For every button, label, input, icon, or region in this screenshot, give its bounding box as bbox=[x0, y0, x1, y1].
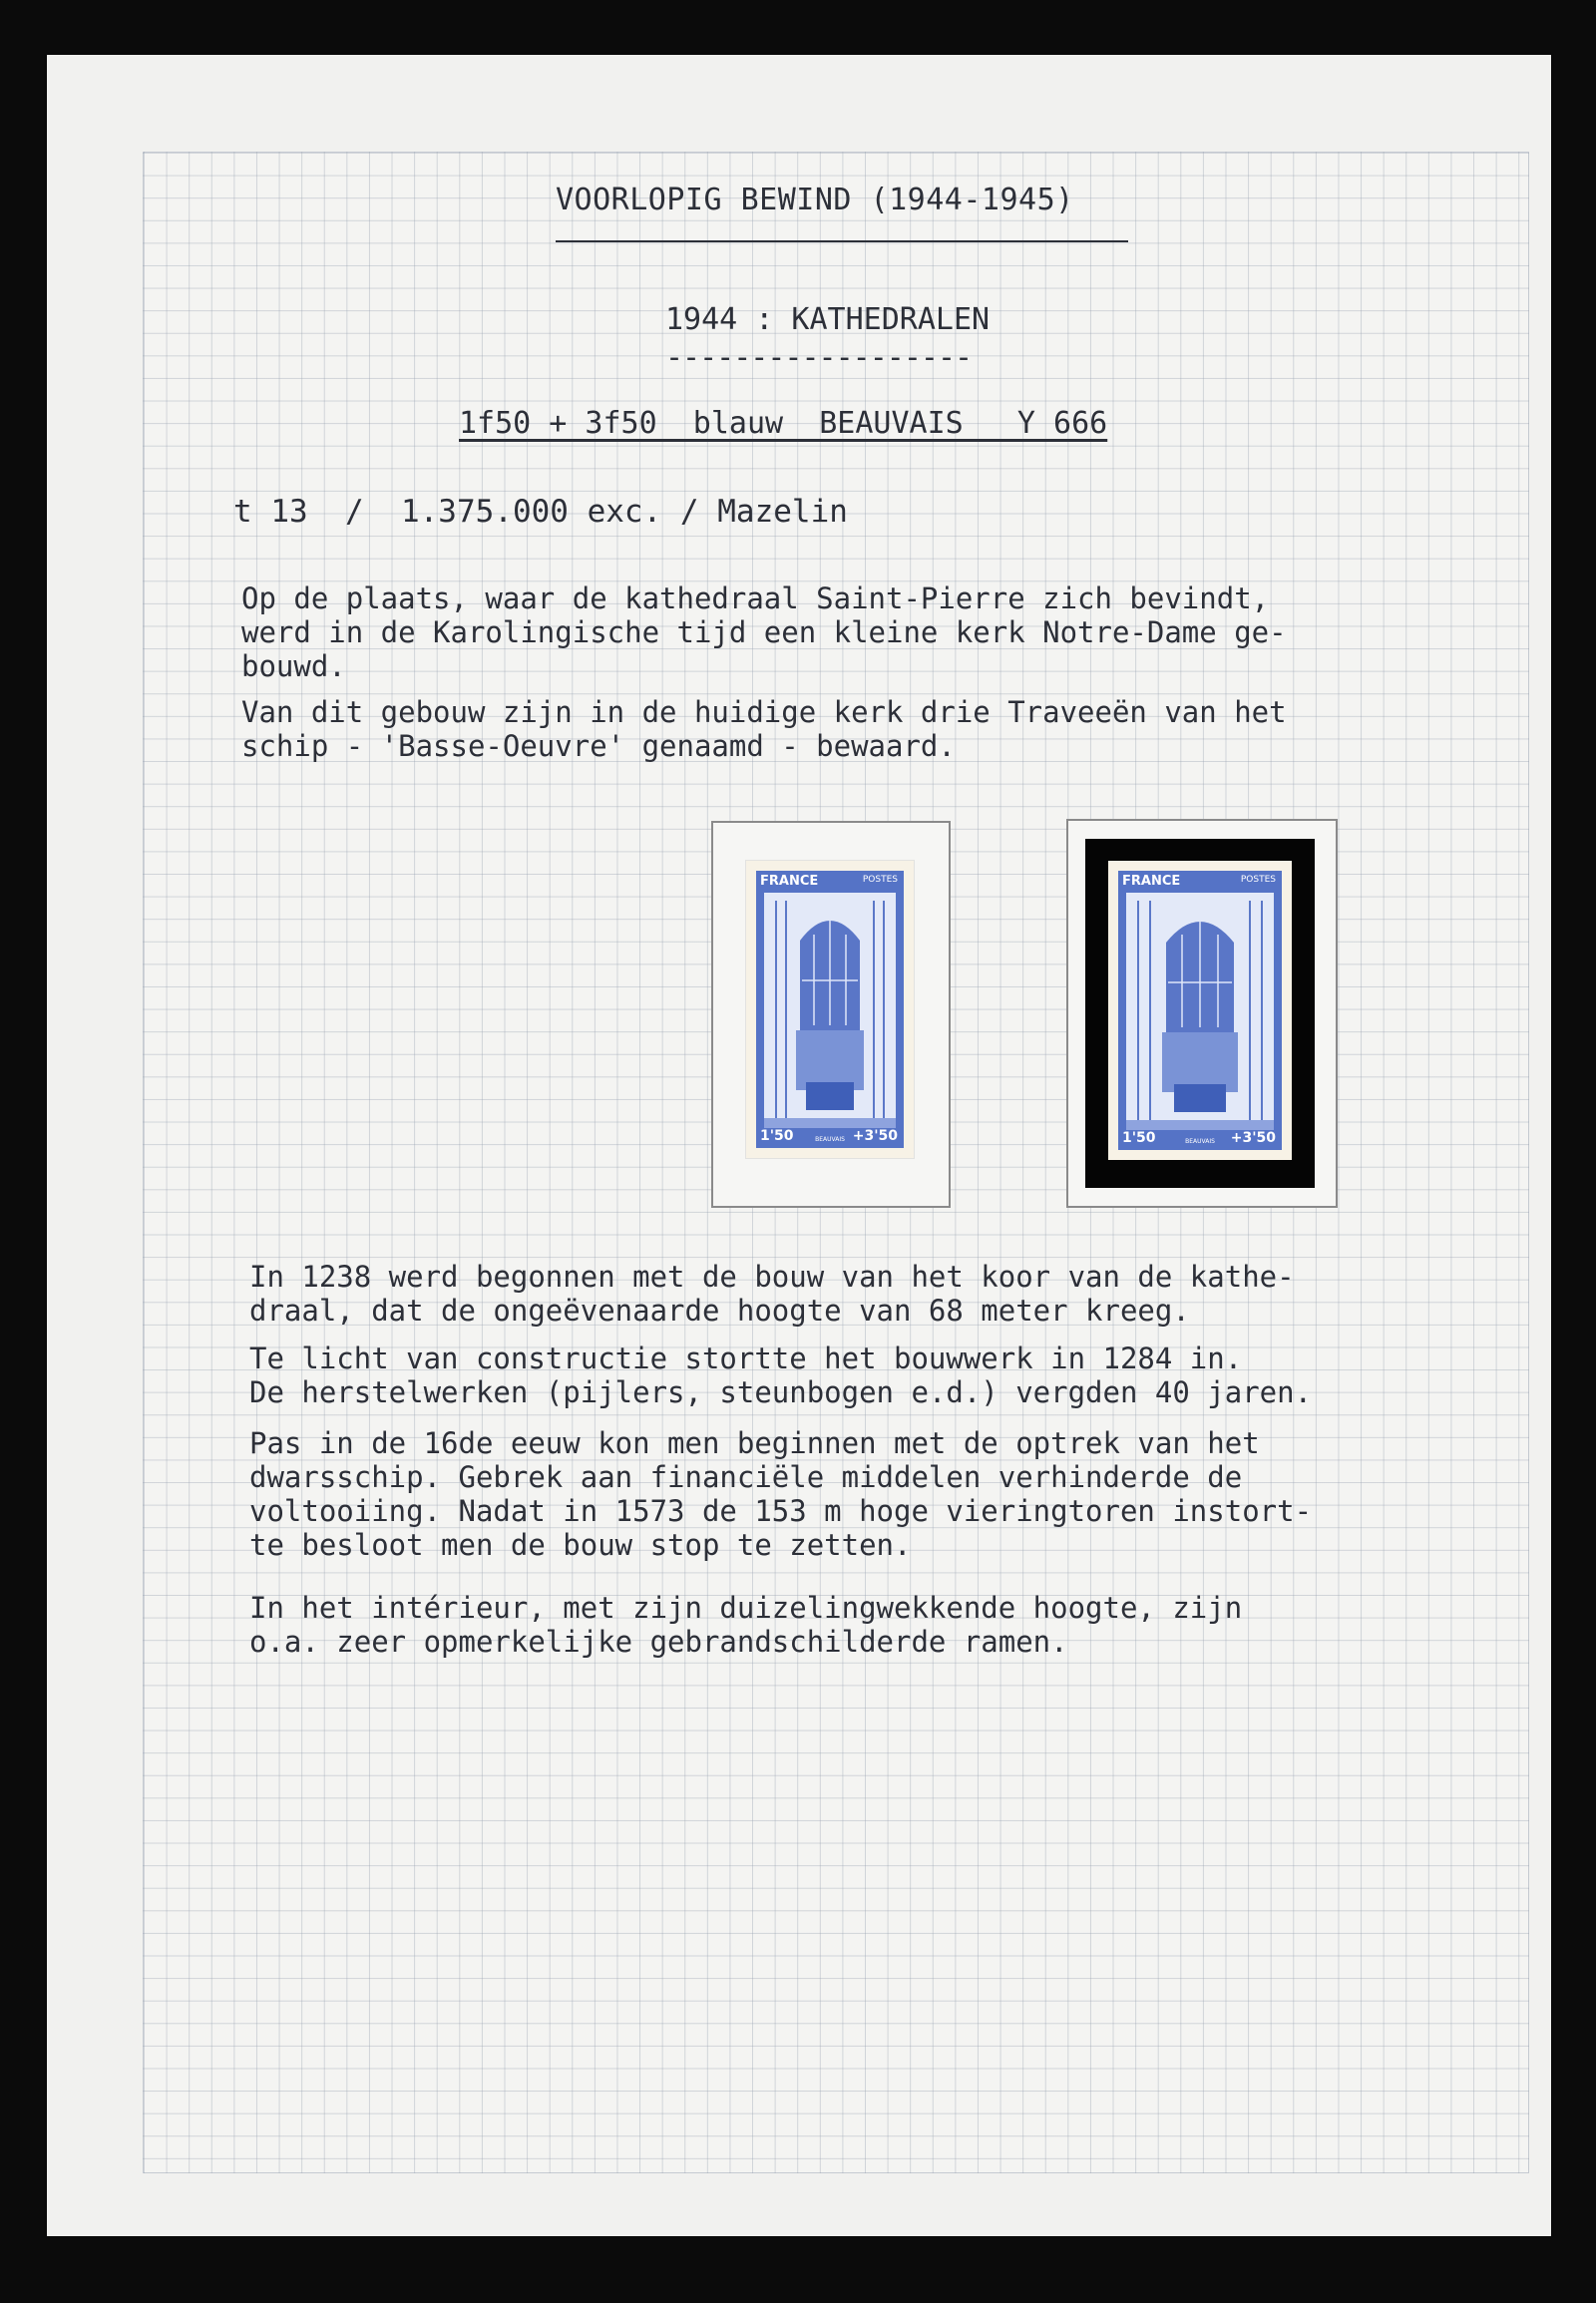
history-paragraph-3: Pas in de 16de eeuw kon men beginnen met de optrek van het dwarsschip. Gebrek aan financiële middelen verhinderde de voltooiing. Nadat in 1573 de 153 m hoge vieringtoren instort- te besloot men de bouw stop te zetten. bbox=[249, 1426, 1313, 1562]
cathedral-engraving bbox=[756, 871, 904, 1148]
stamp-value-left: 1'50 bbox=[1122, 1130, 1156, 1146]
album-page bbox=[47, 55, 1551, 2236]
intro-paragraph-2: Van dit gebouw zijn in de huidige kerk drie Traveeën van het schip - 'Basse-Oeuvre' genaamd - bewaard. bbox=[241, 695, 1287, 763]
stamp-value-left: 1'50 bbox=[760, 1128, 794, 1144]
history-paragraph-2: Te licht van constructie stortte het bouwwerk in 1284 in. De herstelwerken (pijlers, steunbogen e.d.) vergden 40 jaren. bbox=[249, 1342, 1313, 1409]
stamp-design bbox=[756, 871, 904, 1148]
stamp-city: BEAUVAIS bbox=[1185, 1138, 1215, 1145]
stamp-value-right: +3'50 bbox=[1230, 1130, 1276, 1146]
stamp-issue-line: 1f50 + 3f50 blauw BEAUVAIS Y 666 bbox=[459, 406, 1108, 441]
history-paragraph-4: In het intérieur, met zijn duizelingwekkende hoogte, zijn o.a. zeer opmerkelijke gebrandschilderde ramen. bbox=[249, 1591, 1243, 1659]
title-underline bbox=[556, 240, 1128, 242]
section-subtitle: 1944 : KATHEDRALEN bbox=[665, 302, 991, 337]
stamp-meta-line: t 13 / 1.375.000 exc. / Mazelin bbox=[233, 494, 848, 530]
stamp-value-right: +3'50 bbox=[852, 1128, 898, 1144]
stamp-country: FRANCE bbox=[1122, 874, 1181, 889]
subtitle-dashed-rule: ------------------ bbox=[665, 340, 973, 375]
stamp-country: FRANCE bbox=[760, 874, 819, 889]
stamp-postes: POSTES bbox=[862, 875, 898, 885]
intro-paragraph-1: Op de plaats, waar de kathedraal Saint-Pierre zich bevindt, werd in de Karolingische tijd een kleine kerk Notre-Dame ge- bouwd. bbox=[241, 581, 1287, 683]
history-paragraph-1: In 1238 werd begonnen met de bouw van het koor van de kathe- draal, dat de ongeëvenaarde hoogte van 68 meter kreeg. bbox=[249, 1260, 1295, 1328]
stamp-postes: POSTES bbox=[1240, 875, 1276, 885]
stamp-city: BEAUVAIS bbox=[815, 1136, 845, 1143]
stamp-design bbox=[1118, 871, 1282, 1150]
stamp-right bbox=[1108, 861, 1292, 1160]
stamp-left bbox=[746, 861, 914, 1158]
page-title: VOORLOPIG BEWIND (1944-1945) bbox=[556, 183, 1074, 217]
cathedral-engraving bbox=[1118, 871, 1282, 1150]
